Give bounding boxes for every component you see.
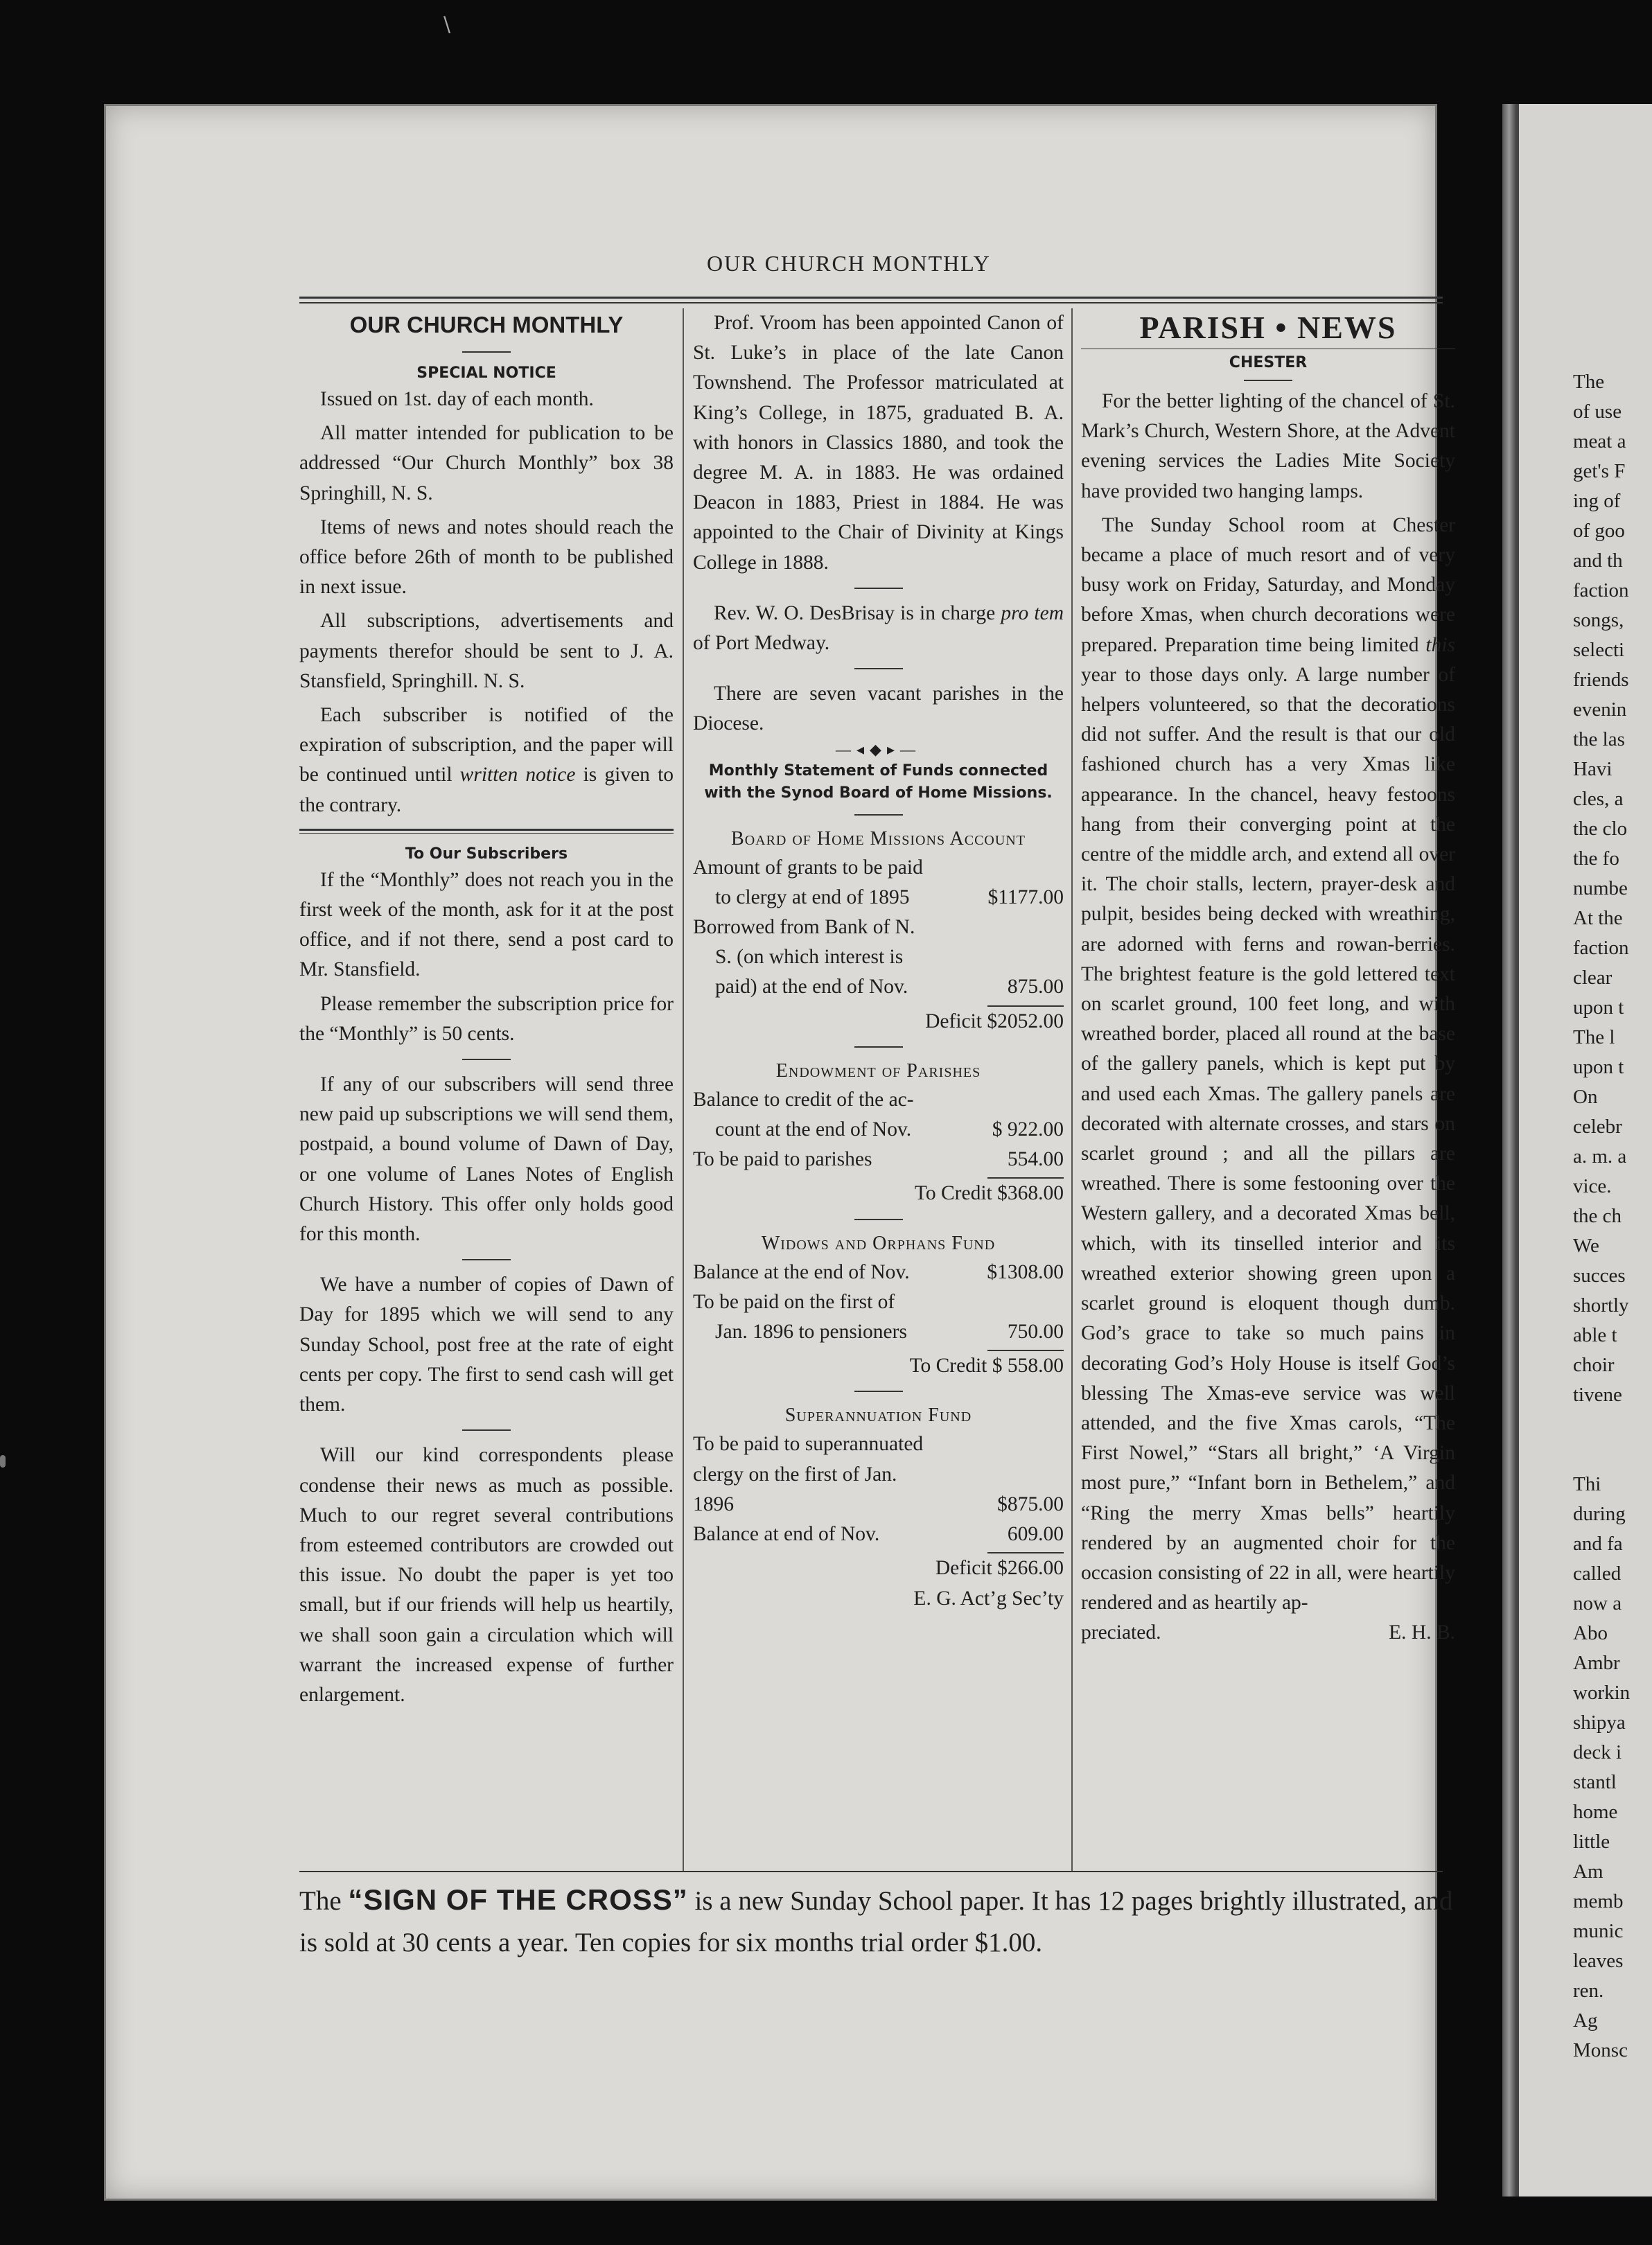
facing-page-line: selecti xyxy=(1573,639,1625,661)
paragraph: Will our kind correspondents please condense their news as much as possible. Much to our regret several contributions from esteemed contributors are crowded out this issue. No doubt the paper is yet too small, but if our friends will help us heartily, we shall soon gain a circulation which will warrant the increased expense of further enlargement. xyxy=(299,1444,674,1706)
facing-page-line: On xyxy=(1573,1086,1598,1108)
paragraph: For the better lighting of the chancel of St. Mark’s Church, Western Shore, at the Advent evening services the Ladies Mite Society have provided two hanging lamps. xyxy=(1081,390,1455,502)
scan-artifact-left xyxy=(0,1455,6,1468)
brand-name: “SIGN OF THE CROSS” xyxy=(348,1883,688,1916)
facing-page-line: meat a xyxy=(1573,430,1626,452)
facing-page-line: songs, xyxy=(1573,609,1624,631)
facing-page-line: the fo xyxy=(1573,847,1619,870)
signature: E. G. Act’g Sec’ty xyxy=(913,1587,1064,1610)
facing-page-line xyxy=(1573,1440,1652,1470)
ledger-row: Balance at end of Nov. 609.00 xyxy=(693,1523,1064,1546)
facing-page-line: the las xyxy=(1573,728,1625,750)
chester-heading: CHESTER xyxy=(1229,354,1308,371)
facing-page-line: Abo xyxy=(1573,1622,1608,1644)
paragraph: Prof. Vroom has been appointed Canon of St. Luke’s in place of the late Canon Townshend. The Professor matriculated at King’s College, in 1875, graduated B. A. with honors in Classics 1880, and took the degree M. A. in 1883. He was ordained Deacon in 1883, Priest in 1884. He was appointed to the Chair of Divinity at Kings College in 1888. xyxy=(693,312,1064,574)
masthead-title: OUR CHURCH MONTHLY xyxy=(349,312,624,337)
facing-page-line: memb xyxy=(1573,1890,1624,1912)
facing-page-line: choir xyxy=(1573,1354,1615,1376)
paragraph: All subscriptions, advertisements and payments therefor should be sent to J. A. Stansfield, Springhill. N. S. xyxy=(299,610,674,692)
subscribers-heading: To Our Subscribers xyxy=(405,845,568,863)
facing-page-line: stantl xyxy=(1573,1771,1617,1793)
facing-page-line: deck i xyxy=(1573,1741,1622,1763)
facing-page-line: Thi xyxy=(1573,1473,1601,1495)
ledger-line: Borrowed from Bank of N. xyxy=(693,916,915,939)
facing-page-line: The xyxy=(1573,371,1605,393)
divider xyxy=(462,351,511,353)
facing-page-line: faction xyxy=(1573,579,1629,601)
facing-page-line: a. m. a xyxy=(1573,1145,1627,1168)
special-notice-heading: SPECIAL NOTICE xyxy=(416,364,556,382)
facing-page-line: Am xyxy=(1573,1860,1603,1883)
widows-heading: Widows and Orphans Fund xyxy=(761,1232,996,1254)
facing-page-line: ing of xyxy=(1573,490,1621,512)
ledger-total: Deficit $266.00 xyxy=(935,1557,1064,1580)
header-rule-thin xyxy=(299,302,1443,303)
paragraph: We have a number of copies of Dawn of Day for 1895 which we will send to any Sunday School, post free at the rate of eight cents per copy. The first to send cash will get them. xyxy=(299,1274,674,1416)
column-1 xyxy=(299,308,674,1710)
header-rule xyxy=(299,297,1443,299)
facing-page-line: Ambr xyxy=(1573,1652,1620,1674)
parish-news-title: PARISH • NEWS xyxy=(1139,310,1397,345)
facing-page-line: celebr xyxy=(1573,1116,1622,1138)
ledger-total: Deficit $2052.00 xyxy=(925,1010,1064,1032)
page-header: OUR CHURCH MONTHLY xyxy=(707,251,991,276)
endowment-heading: Endowment of Parishes xyxy=(775,1059,981,1082)
ledger-line: clergy on the first of Jan. xyxy=(693,1463,897,1486)
facing-page-line: friends xyxy=(1573,669,1629,691)
facing-page-line: called xyxy=(1573,1562,1622,1585)
facing-page-line: numbe xyxy=(1573,877,1628,899)
facing-page-line: cles, a xyxy=(1573,788,1624,810)
facing-page-line: evenin xyxy=(1573,698,1627,721)
ledger-line: Balance to credit of the ac- xyxy=(693,1088,914,1111)
facing-page-line: now a xyxy=(1573,1592,1622,1614)
facing-page-line: shortly xyxy=(1573,1294,1629,1317)
divider xyxy=(1244,380,1292,381)
facing-page-line: Ag xyxy=(1573,2009,1598,2032)
column-3 xyxy=(1081,308,1455,1648)
facing-page-line: workin xyxy=(1573,1682,1631,1704)
ledger-row: paid) at the end of Nov. 875.00 xyxy=(715,976,1064,998)
paragraph: Each subscriber is notified of the expiration of subscription, and the paper will be continued until written notice is given to the contrary. xyxy=(299,704,674,816)
facing-page-line: tivene xyxy=(1573,1384,1622,1406)
ledger-row: To be paid to parishes 554.00 xyxy=(693,1148,1064,1171)
column-2 xyxy=(693,308,1064,1614)
facing-page-line: succes xyxy=(1573,1265,1626,1287)
facing-page-line: and th xyxy=(1573,549,1623,572)
advertisement: The “SIGN OF THE CROSS” is a new Sunday School paper. It has 12 pages brightly illustrated, and is sold at 30 cents a year. Ten copies for six months trial order $1.00. xyxy=(299,1883,1453,1957)
double-rule-thin xyxy=(299,833,674,834)
divider xyxy=(462,1059,511,1060)
facing-page-line: upon t xyxy=(1573,1056,1624,1078)
divider xyxy=(462,1429,511,1431)
facing-page-line: ren. xyxy=(1573,1980,1604,2002)
paragraph: The Sunday School room at Chester became a place of much resort and of very busy work on Friday, Saturday, and Monday before Xmas, when church decorations were prepared. Preparation time being limited this year to those days only. A large number of helpers volunteered, so that the decorations did not suffer. And the result is that our old fashioned church has a very Xmas like appearance. In the chancel, heavy festoons hang from their converging point at the centre of the middle arch, and extend all over it. The choir stalls, lectern, prayer-desk and pulpit, besides being decked with wreathing, are adorned with ferns and rowan-berries. The brightest feature is the gold lettered text on scarlet ground, 100 feet long, and with wreathed border, placed all round at the base of the gallery panels, which is kept put by and used each Xmas. The gallery panels are decorated with alternate crosses, and stars on scarlet ground ; and all the pillars are wreathed. There is some festooning over the Western gallery, and a decorated Xmas bell, which, with its tinselled interior and its wreathed exterior showing green upon a scarlet ground is eloquent though dumb. God’s grace to take so much pains in decorating God’s Holy House is itself God’s blessing The Xmas-eve service was well attended, and the five Xmas carols, “The First Nowel,” “Stars all bright,” ‘A Virgin most pure,” “Infant born in Bethelem,” and “Ring the merry Xmas bells” heartily rendered by an augmented choir for the occasion consisting of 22 in all, were heartily rendered and as heartily ap- xyxy=(1081,513,1455,1614)
facing-page-line: vice. xyxy=(1573,1175,1612,1197)
ledger-row: Balance at the end of Nov. $1308.00 xyxy=(693,1260,1064,1283)
column-divider-2 xyxy=(1071,308,1073,1871)
signature-row: preciated. E. H. B. xyxy=(1081,1621,1455,1644)
facing-page-line: upon t xyxy=(1573,996,1624,1019)
divider xyxy=(854,1219,903,1220)
facing-page-line: leaves xyxy=(1573,1950,1624,1972)
superannuation-heading: Superannuation Fund xyxy=(784,1405,972,1427)
scan-artifact: \ xyxy=(443,12,451,37)
facing-page-line: munic xyxy=(1573,1920,1624,1942)
ledger-line: To be paid on the first of xyxy=(693,1290,895,1313)
statement-heading: Monthly Statement of Funds connected with the Synod Board of Home Missions. xyxy=(704,761,1053,802)
facing-page-line: home xyxy=(1573,1801,1618,1823)
paragraph: If the “Monthly” does not reach you in the first week of the month, ask for it at the post office, and if not there, send a post card to Mr. Stansfield. xyxy=(299,868,674,981)
footer-rule xyxy=(299,1871,1443,1872)
ledger-total: To Credit $ 558.00 xyxy=(909,1355,1064,1377)
ledger-line: Amount of grants to be paid xyxy=(693,856,923,879)
paragraph: Items of news and notes should reach the office before 26th of month to be published in next issue. xyxy=(299,516,674,599)
column-divider-1 xyxy=(683,308,684,1871)
paragraph: If any of our subscribers will send three new paid up subscriptions we will send them, postpaid, a bound volume of Dawn of Day, or one volume of Lanes Notes of English Church History. This offer only holds good for this month. xyxy=(299,1073,674,1246)
divider xyxy=(854,588,903,589)
double-rule xyxy=(299,829,674,831)
facing-page-line: We xyxy=(1573,1235,1599,1257)
facing-page-line: faction xyxy=(1573,937,1629,959)
ledger-row: Jan. 1896 to pensioners 750.00 xyxy=(715,1321,1064,1344)
facing-page-line: during xyxy=(1573,1503,1626,1525)
facing-page-line: The l xyxy=(1573,1026,1615,1048)
facing-page-line: shipya xyxy=(1573,1711,1626,1734)
paragraph: All matter intended for publication to be addressed “Our Church Monthly” box 38 Springhill, N. S. xyxy=(299,422,674,504)
facing-page-line: Monsc xyxy=(1573,2039,1628,2061)
ledger-row: to clergy at end of 1895 $1177.00 xyxy=(715,886,1064,908)
ornament-divider: —◂◆▸— xyxy=(835,740,921,758)
paragraph: There are seven vacant parishes in the Diocese. xyxy=(693,683,1064,735)
divider xyxy=(854,668,903,669)
facing-page-line: the ch xyxy=(1573,1205,1622,1227)
ledger-total: To Credit $368.00 xyxy=(914,1182,1064,1205)
facing-page-line: clear xyxy=(1573,967,1613,989)
divider xyxy=(854,1046,903,1048)
facing-page-line: and fa xyxy=(1573,1533,1623,1555)
facing-page-line: of goo xyxy=(1573,520,1625,542)
facing-page-line xyxy=(1573,1410,1652,1440)
divider xyxy=(462,1259,511,1260)
paragraph: Rev. W. O. DesBrisay is in charge pro tem of Port Medway. xyxy=(693,601,1064,655)
divider xyxy=(854,1391,903,1392)
ledger-row: count at the end of Nov. $ 922.00 xyxy=(715,1118,1064,1141)
paragraph: Issued on 1st. day of each month. xyxy=(320,388,594,410)
facing-page-line: the clo xyxy=(1573,818,1628,840)
ledger-row: 1896 $875.00 xyxy=(693,1493,1064,1515)
ledger-line: To be paid to superannuated xyxy=(693,1433,924,1456)
facing-page-line: Havi xyxy=(1573,758,1613,780)
paragraph: Please remember the subscription price for the “Monthly” is 50 cents. xyxy=(299,992,674,1045)
ledger-line: S. (on which interest is xyxy=(715,946,904,969)
facing-page-line: of use xyxy=(1573,400,1622,423)
facing-page-line: little xyxy=(1573,1831,1610,1853)
facing-page-line: At the xyxy=(1573,907,1623,929)
book-binding xyxy=(1502,104,1516,2196)
bhm-heading: Board of Home Missions Account xyxy=(731,827,1026,849)
facing-page-line: able t xyxy=(1573,1324,1617,1346)
facing-page-line: get's F xyxy=(1573,460,1626,482)
divider xyxy=(854,814,903,816)
facing-page-text xyxy=(1573,367,1652,2066)
